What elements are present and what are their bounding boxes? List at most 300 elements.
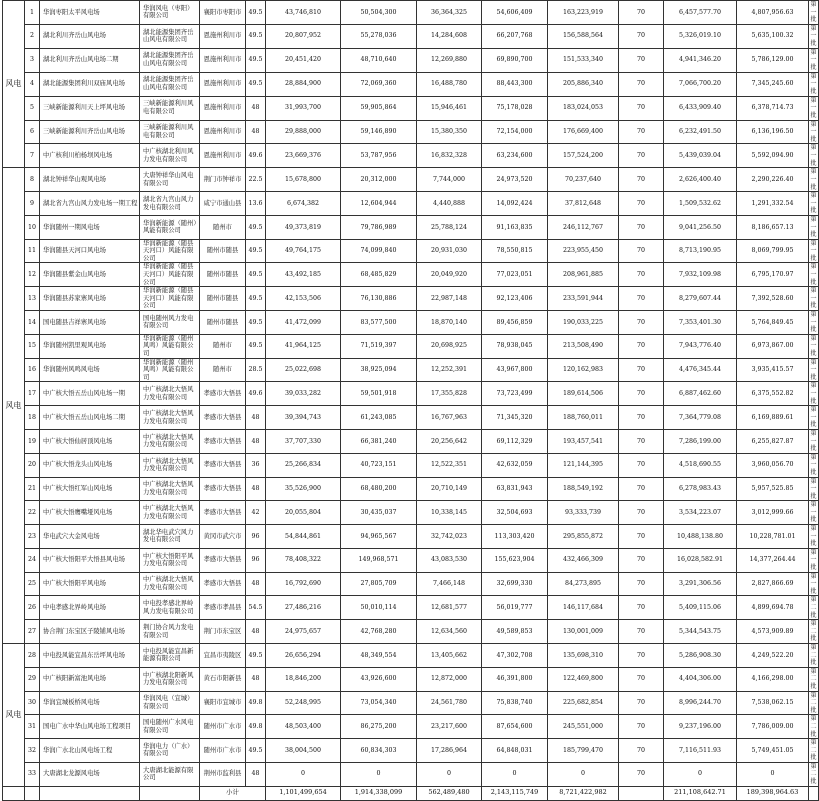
cell-c3: 16,767,963 (417, 406, 482, 430)
cell-location: 黄石市阳新县 (200, 667, 246, 691)
category-cell: 风电 (3, 168, 25, 644)
cell-p2: 0 (737, 762, 809, 786)
cell-name: 湖北利川齐岳山风电场 (40, 24, 140, 48)
cell-name: 中广核大悟仙居顶风电场 (40, 429, 140, 453)
cell-c5: 122,469,800 (548, 667, 619, 691)
cell-c2: 149,968,571 (341, 548, 417, 572)
cell-location: 襄阳市宜城市 (200, 691, 246, 715)
cell-company: 华润电力（广水）有限公司 (140, 739, 200, 763)
cell-p2: 6,255,827.87 (737, 429, 809, 453)
cell-no: 11 (25, 239, 40, 263)
cell-c3: 12,269,880 (417, 48, 482, 72)
table-row (3, 168, 819, 192)
cell-batch: 第一批 (810, 1, 817, 24)
cell-company: 湖北华电武穴风力发电有限公司 (140, 525, 200, 549)
cell-c3: 0 (417, 762, 482, 786)
cell-location: 随州市随县 (200, 263, 246, 287)
cell-p1: 3,291,306.56 (664, 572, 737, 596)
cell-p1: 4,941,346.20 (664, 48, 737, 72)
cell-no: 2 (25, 24, 40, 48)
cell-c1: 20,451,420 (266, 48, 341, 72)
cell-p2: 1,291,332.54 (737, 192, 809, 216)
cell-no: 33 (25, 762, 40, 786)
cell-c2: 73,054,340 (341, 691, 417, 715)
cell-batch: 第一批 (810, 572, 817, 595)
cell-company: 中广核湖北大悟风力发电有限公司 (140, 572, 200, 596)
cell-c4: 63,234,600 (482, 144, 548, 168)
cell-no: 1 (25, 1, 40, 25)
table-row (3, 215, 819, 239)
cell-c5: 37,812,648 (548, 192, 619, 216)
cell-rate: 70 (619, 144, 664, 168)
cell-batch: 第二批 (810, 715, 817, 738)
cell-no: 32 (25, 739, 40, 763)
cell-batch: 第一批 (810, 477, 817, 500)
cell-location: 孝感市孝昌县 (200, 596, 246, 620)
table-row (3, 477, 819, 501)
cell-c5: 213,508,490 (548, 334, 619, 358)
table-row (3, 334, 819, 358)
cell-c2: 94,965,567 (341, 525, 417, 549)
cell-c2: 12,604,944 (341, 192, 417, 216)
cell-c2: 59,905,864 (341, 96, 417, 120)
table-row (3, 48, 819, 72)
cell-no: 31 (25, 715, 40, 739)
table-row (3, 762, 819, 786)
cell-name: 华润宜城板桥风电场 (40, 691, 140, 715)
cell-c1: 78,408,322 (266, 548, 341, 572)
cell-p1: 4,476,345.44 (664, 358, 737, 382)
total-col7: 189,398,964.63 (737, 786, 809, 800)
cell-c4: 88,443,300 (482, 72, 548, 96)
cell-company: 大唐湖北能源有限公司 (140, 762, 200, 786)
cell-c5: 432,466,309 (548, 548, 619, 572)
cell-batch: 第二批 (810, 643, 817, 667)
cell-p2: 2,827,866.69 (737, 572, 809, 596)
cell-c4: 75,178,028 (482, 96, 548, 120)
cell-c2: 59,146,890 (341, 120, 417, 144)
cell-location: 随州市 (200, 215, 246, 239)
table-row (3, 572, 819, 596)
cell-p2: 7,786,009.00 (737, 715, 809, 739)
cell-capacity: 49.5 (246, 48, 266, 72)
cell-location: 随州市随县 (200, 311, 246, 335)
cell-c3: 15,380,350 (417, 120, 482, 144)
cell-c1: 25,266,834 (266, 453, 341, 477)
cell-c3: 32,742,023 (417, 525, 482, 549)
cell-company: 华润新能源（随州风鸣）风能有限公司 (140, 334, 200, 358)
cell-capacity: 49.6 (246, 382, 266, 406)
cell-no: 25 (25, 572, 40, 596)
cell-c1: 31,993,700 (266, 96, 341, 120)
cell-capacity: 49.5 (246, 643, 266, 667)
table-row (3, 643, 819, 667)
cell-rate: 70 (619, 643, 664, 667)
cell-p1: 7,932,109.98 (664, 263, 737, 287)
cell-no: 28 (25, 643, 40, 667)
cell-p1: 7,066,700.20 (664, 72, 737, 96)
cell-name: 中广核利川柏杨坝风电场 (40, 144, 140, 168)
cell-batch: 第二批 (810, 691, 817, 714)
table-row (3, 691, 819, 715)
cell-capacity: 48 (246, 429, 266, 453)
cell-batch: 第一批 (810, 501, 817, 524)
cell-location: 襄阳市枣阳市 (200, 1, 246, 25)
cell-c3: 10,338,145 (417, 501, 482, 525)
cell-c3: 14,284,608 (417, 24, 482, 48)
cell-no: 27 (25, 620, 40, 644)
cell-c2: 43,926,600 (341, 667, 417, 691)
cell-no: 30 (25, 691, 40, 715)
table-row (3, 263, 819, 287)
cell-location: 孝感市大悟县 (200, 501, 246, 525)
total-col6: 211,108,642.71 (664, 786, 737, 800)
cell-company: 湖北能源集团齐岳山风电有限公司 (140, 24, 200, 48)
cell-c4: 91,163,835 (482, 215, 548, 239)
total-blank-rate (619, 786, 664, 800)
cell-p1: 7,286,199.00 (664, 429, 737, 453)
cell-name: 华润随县天河口风电场 (40, 239, 140, 263)
table-body (3, 1, 819, 801)
cell-c3: 12,252,391 (417, 358, 482, 382)
cell-company: 华润新能源（随县天河口）风能有限公司 (140, 287, 200, 311)
cell-p2: 5,749,451.05 (737, 739, 809, 763)
cell-location: 随州市 (200, 334, 246, 358)
cell-c4: 71,345,320 (482, 406, 548, 430)
cell-p1: 7,353,401.30 (664, 311, 737, 335)
table-row (3, 453, 819, 477)
cell-c3: 20,049,920 (417, 263, 482, 287)
cell-p2: 5,635,100.32 (737, 24, 809, 48)
cell-c3: 17,355,828 (417, 382, 482, 406)
cell-p2: 6,973,867.00 (737, 334, 809, 358)
cell-capacity: 48 (246, 620, 266, 644)
cell-c2: 72,069,360 (341, 72, 417, 96)
cell-c3: 12,634,560 (417, 620, 482, 644)
table-row (3, 548, 819, 572)
cell-capacity: 49.8 (246, 715, 266, 739)
cell-c3: 13,405,662 (417, 643, 482, 667)
cell-capacity: 96 (246, 548, 266, 572)
total-col2: 1,914,338,099 (341, 786, 417, 800)
cell-no: 15 (25, 334, 40, 358)
cell-c3: 7,744,000 (417, 168, 482, 192)
cell-name: 中广核大悟五岳山风电场二期 (40, 406, 140, 430)
cell-c4: 43,967,800 (482, 358, 548, 382)
cell-c5: 84,273,895 (548, 572, 619, 596)
table-row (3, 1, 819, 25)
cell-no: 22 (25, 501, 40, 525)
cell-c5: 156,588,564 (548, 24, 619, 48)
cell-p1: 5,409,115.06 (664, 596, 737, 620)
cell-capacity: 49.5 (246, 215, 266, 239)
cell-company: 中广核湖北大悟风力发电有限公司 (140, 501, 200, 525)
cell-p1: 6,278,983.43 (664, 477, 737, 501)
cell-name: 协合荆门东宝区子陵铺风电场 (40, 620, 140, 644)
cell-c2: 68,480,200 (341, 477, 417, 501)
cell-c1: 25,022,698 (266, 358, 341, 382)
cell-c4: 47,302,708 (482, 643, 548, 667)
cell-location: 随州市广水市 (200, 739, 246, 763)
cell-p2: 3,012,999.66 (737, 501, 809, 525)
cell-c2: 59,501,918 (341, 382, 417, 406)
cell-company: 华润风电（枣阳）有限公司 (140, 1, 200, 25)
cell-c4: 89,456,859 (482, 311, 548, 335)
cell-c2: 50,010,114 (341, 596, 417, 620)
cell-company: 华润新能源（随县天河口）风能有限公司 (140, 263, 200, 287)
cell-company: 中广核湖北利川风力发电有限公司 (140, 144, 200, 168)
cell-batch: 第二批 (810, 762, 817, 786)
cell-c1: 43,492,185 (266, 263, 341, 287)
table-row (3, 239, 819, 263)
cell-c1: 20,807,952 (266, 24, 341, 48)
cell-company: 中广核湖北大悟风力发电有限公司 (140, 406, 200, 430)
cell-name: 国电广水中华山风电场工程项目 (40, 715, 140, 739)
cell-c2: 61,243,085 (341, 406, 417, 430)
cell-location: 孝感市大悟县 (200, 382, 246, 406)
cell-location: 荆门市钟祥市 (200, 168, 246, 192)
cell-c1: 41,964,125 (266, 334, 341, 358)
cell-c1: 43,746,810 (266, 1, 341, 25)
cell-no: 9 (25, 192, 40, 216)
cell-c4: 92,123,406 (482, 287, 548, 311)
cell-c4: 0 (482, 762, 548, 786)
cell-c5: 295,855,872 (548, 525, 619, 549)
cell-p2: 6,169,889.61 (737, 406, 809, 430)
cell-c3: 20,698,925 (417, 334, 482, 358)
cell-c2: 30,435,037 (341, 501, 417, 525)
table-row (3, 667, 819, 691)
cell-c3: 23,217,600 (417, 715, 482, 739)
cell-capacity: 49.6 (246, 144, 266, 168)
cell-capacity: 49.5 (246, 24, 266, 48)
cell-p1: 3,534,223.07 (664, 501, 737, 525)
cell-p2: 6,375,552.82 (737, 382, 809, 406)
cell-location: 恩施州利川市 (200, 144, 246, 168)
table-row (3, 24, 819, 48)
table-row (3, 620, 819, 644)
cell-rate: 70 (619, 548, 664, 572)
cell-c4: 42,632,059 (482, 453, 548, 477)
table-row (3, 144, 819, 168)
cell-no: 20 (25, 453, 40, 477)
table-row (3, 311, 819, 335)
cell-p1: 6,457,577.70 (664, 1, 737, 25)
total-blank-name (40, 786, 140, 800)
cell-p1: 2,626,400.40 (664, 168, 737, 192)
cell-no: 17 (25, 382, 40, 406)
cell-capacity: 48 (246, 96, 266, 120)
cell-p1: 6,887,462.60 (664, 382, 737, 406)
category-cell: 风电 (3, 1, 25, 168)
cell-location: 恩施州利川市 (200, 96, 246, 120)
cell-c3: 22,987,148 (417, 287, 482, 311)
cell-rate: 70 (619, 1, 664, 25)
cell-rate: 70 (619, 120, 664, 144)
cell-c4: 155,623,904 (482, 548, 548, 572)
cell-name: 中电投风能宜昌东岳坪风电场 (40, 643, 140, 667)
cell-rate: 70 (619, 715, 664, 739)
cell-c1: 54,844,861 (266, 525, 341, 549)
total-label: 小计 (200, 786, 266, 800)
cell-no: 10 (25, 215, 40, 239)
table-row (3, 382, 819, 406)
cell-company: 华润风电（宜城）有限公司 (140, 691, 200, 715)
cell-p1: 7,364,779.08 (664, 406, 737, 430)
cell-c1: 35,526,900 (266, 477, 341, 501)
cell-rate: 70 (619, 72, 664, 96)
cell-p1: 9,237,196.00 (664, 715, 737, 739)
cell-name: 华电武穴大金风电场 (40, 525, 140, 549)
cell-location: 恩施州利川市 (200, 120, 246, 144)
cell-c2: 55,278,036 (341, 24, 417, 48)
cell-location: 荆门市东宝区 (200, 620, 246, 644)
cell-rate: 70 (619, 739, 664, 763)
cell-c5: 70,237,640 (548, 168, 619, 192)
total-col3: 562,489,480 (417, 786, 482, 800)
table-row (3, 192, 819, 216)
cell-company: 中广核湖北大悟风力发电有限公司 (140, 429, 200, 453)
cell-p2: 4,166,298.00 (737, 667, 809, 691)
cell-company: 中广核湖北大悟风力发电有限公司 (140, 453, 200, 477)
cell-location: 恩施州利川市 (200, 72, 246, 96)
cell-batch: 第一批 (810, 358, 817, 381)
cell-p1: 5,326,019.10 (664, 24, 737, 48)
total-col1: 1,101,499,654 (266, 786, 341, 800)
category-cell: 风电 (3, 643, 25, 786)
cell-c4: 69,112,329 (482, 429, 548, 453)
cell-c3: 12,872,000 (417, 667, 482, 691)
cell-c1: 29,888,000 (266, 120, 341, 144)
cell-c2: 76,130,886 (341, 287, 417, 311)
cell-c1: 52,248,995 (266, 691, 341, 715)
cell-c3: 20,931,030 (417, 239, 482, 263)
cell-c2: 60,834,303 (341, 739, 417, 763)
cell-c4: 75,838,740 (482, 691, 548, 715)
cell-no: 12 (25, 263, 40, 287)
table-row (3, 120, 819, 144)
cell-no: 13 (25, 287, 40, 311)
total-row (3, 786, 819, 800)
cell-batch: 第一批 (810, 24, 817, 47)
cell-name: 中电孝感北界岭风电场 (40, 596, 140, 620)
cell-company: 荆门协合风力发电有限公司 (140, 620, 200, 644)
cell-c1: 41,472,099 (266, 311, 341, 335)
cell-rate: 70 (619, 525, 664, 549)
cell-c4: 72,154,000 (482, 120, 548, 144)
cell-location: 随州市广水市 (200, 715, 246, 739)
cell-c2: 20,312,000 (341, 168, 417, 192)
cell-batch: 第一批 (810, 287, 817, 310)
cell-no: 5 (25, 96, 40, 120)
cell-batch: 第一批 (810, 334, 817, 357)
total-blank-no (25, 786, 40, 800)
cell-c5: 189,614,506 (548, 382, 619, 406)
cell-c4: 63,831,943 (482, 477, 548, 501)
cell-company: 华润新能源（随县天河口）风能有限公司 (140, 239, 200, 263)
table-row (3, 358, 819, 382)
cell-c4: 14,092,424 (482, 192, 548, 216)
cell-no: 26 (25, 596, 40, 620)
cell-batch: 第二批 (810, 739, 817, 762)
cell-rate: 70 (619, 263, 664, 287)
cell-p1: 6,433,909.40 (664, 96, 737, 120)
cell-rate: 70 (619, 168, 664, 192)
cell-location: 孝感市大悟县 (200, 406, 246, 430)
cell-c1: 39,394,743 (266, 406, 341, 430)
cell-p1: 4,518,690.55 (664, 453, 737, 477)
cell-c3: 16,488,780 (417, 72, 482, 96)
cell-location: 恩施州利川市 (200, 24, 246, 48)
cell-batch: 第二批 (810, 667, 817, 690)
cell-batch: 第二批 (810, 596, 817, 619)
cell-rate: 70 (619, 477, 664, 501)
cell-rate: 70 (619, 429, 664, 453)
cell-c2: 48,349,554 (341, 643, 417, 667)
cell-p1: 5,344,543.75 (664, 620, 737, 644)
cell-c3: 16,832,328 (417, 144, 482, 168)
cell-rate: 70 (619, 620, 664, 644)
cell-location: 孝感市大悟县 (200, 429, 246, 453)
cell-location: 黄冈市武穴市 (200, 525, 246, 549)
table-row (3, 739, 819, 763)
cell-company: 华润新能源（随州）风能有限公司 (140, 215, 200, 239)
cell-p1: 0 (664, 762, 737, 786)
cell-c2: 53,787,956 (341, 144, 417, 168)
cell-c5: 246,112,767 (548, 215, 619, 239)
cell-company: 中广核湖北阳新风力发电有限公司 (140, 667, 200, 691)
cell-name: 中广核大悟鹰嘴垭风电场 (40, 501, 140, 525)
cell-p2: 3,935,415.57 (737, 358, 809, 382)
cell-name: 中广核大悟阳平风电场 (40, 572, 140, 596)
cell-name: 中广核大悟五岳山风电场一期 (40, 382, 140, 406)
cell-c2: 86,275,200 (341, 715, 417, 739)
cell-no: 8 (25, 168, 40, 192)
cell-c4: 24,973,520 (482, 168, 548, 192)
cell-rate: 70 (619, 572, 664, 596)
cell-no: 18 (25, 406, 40, 430)
cell-location: 孝感市大悟县 (200, 453, 246, 477)
cell-p2: 2,290,226.40 (737, 168, 809, 192)
cell-location: 孝感市大悟县 (200, 572, 246, 596)
cell-name: 湖北能源集团利川双庙风电场 (40, 72, 140, 96)
total-col5: 8,721,422,982 (548, 786, 619, 800)
cell-location: 随州市 (200, 358, 246, 382)
cell-c3: 24,561,780 (417, 691, 482, 715)
cell-c5: 146,117,684 (548, 596, 619, 620)
cell-name: 中广核大悟阳平大悟县风电场 (40, 548, 140, 572)
total-blank-company (140, 786, 200, 800)
cell-batch: 第一批 (810, 120, 817, 143)
cell-c5: 121,144,395 (548, 453, 619, 477)
cell-c5: 130,001,009 (548, 620, 619, 644)
cell-p2: 3,960,056.70 (737, 453, 809, 477)
cell-c4: 73,723,499 (482, 382, 548, 406)
cell-batch: 第一批 (810, 453, 817, 476)
cell-c3: 12,681,577 (417, 596, 482, 620)
cell-c1: 18,846,200 (266, 667, 341, 691)
cell-location: 咸宁市通山县 (200, 192, 246, 216)
cell-c4: 64,848,031 (482, 739, 548, 763)
cell-c5: 185,799,470 (548, 739, 619, 763)
cell-c4: 69,890,700 (482, 48, 548, 72)
cell-capacity: 49.5 (246, 311, 266, 335)
cell-c2: 27,805,709 (341, 572, 417, 596)
cell-c2: 50,504,300 (341, 1, 417, 25)
table-row (3, 715, 819, 739)
cell-no: 21 (25, 477, 40, 501)
cell-p1: 7,943,776.40 (664, 334, 737, 358)
